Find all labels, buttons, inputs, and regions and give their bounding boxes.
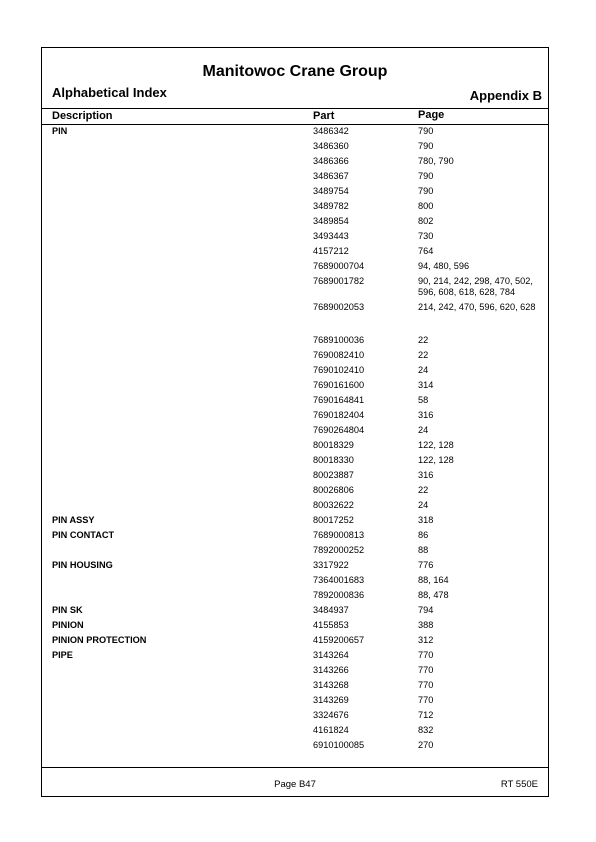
row-description: PIN SK xyxy=(52,605,83,615)
row-page-refs: 770 xyxy=(418,650,434,660)
row-part-number: 7364001683 xyxy=(313,575,365,585)
row-page-refs: 88, 164 xyxy=(418,575,449,585)
table-row xyxy=(42,530,548,545)
table-row xyxy=(42,515,548,530)
row-page-refs: 316 xyxy=(418,410,434,420)
row-page-refs: 22 xyxy=(418,335,429,345)
header-divider xyxy=(42,108,548,109)
row-page-refs: 24 xyxy=(418,365,429,375)
row-page-refs: 24 xyxy=(418,500,429,510)
table-row xyxy=(42,605,548,620)
table-row xyxy=(42,380,548,395)
row-part-number: 7892000836 xyxy=(313,590,365,600)
row-page-refs: 730 xyxy=(418,231,434,241)
row-page-refs: 270 xyxy=(418,740,434,750)
row-part-number: 3324676 xyxy=(313,710,349,720)
table-row xyxy=(42,455,548,470)
row-description: PIN xyxy=(52,126,68,136)
table-row xyxy=(42,470,548,485)
row-part-number: 3486360 xyxy=(313,141,349,151)
table-row xyxy=(42,302,548,335)
table-row xyxy=(42,545,548,560)
row-part-number: 3486367 xyxy=(313,171,349,181)
row-page-refs: 770 xyxy=(418,695,434,705)
row-part-number: 7690264804 xyxy=(313,425,365,435)
table-row xyxy=(42,126,548,141)
table-row xyxy=(42,231,548,246)
table-row xyxy=(42,201,548,216)
table-row xyxy=(42,560,548,575)
row-part-number: 3489782 xyxy=(313,201,349,211)
table-row xyxy=(42,141,548,156)
table-row xyxy=(42,590,548,605)
row-page-refs: 802 xyxy=(418,216,434,226)
row-page-refs: 312 xyxy=(418,635,434,645)
table-row xyxy=(42,276,548,302)
row-part-number: 3486342 xyxy=(313,126,349,136)
table-row xyxy=(42,395,548,410)
table-row xyxy=(42,710,548,725)
table-row xyxy=(42,156,548,171)
table-row xyxy=(42,246,548,261)
row-description: PINION PROTECTION xyxy=(52,635,147,645)
row-page-refs: 58 xyxy=(418,395,429,405)
row-page-refs: 790 xyxy=(418,126,434,136)
table-row xyxy=(42,650,548,665)
row-part-number: 3493443 xyxy=(313,231,349,241)
row-page-refs: 88, 478 xyxy=(418,590,449,600)
page-frame xyxy=(41,47,549,797)
row-description: PIPE xyxy=(52,650,73,660)
row-page-refs: 122, 128 xyxy=(418,455,454,465)
row-part-number: 7689001782 xyxy=(313,276,365,286)
row-part-number: 80017252 xyxy=(313,515,354,525)
row-page-refs: 790 xyxy=(418,141,434,151)
table-row xyxy=(42,485,548,500)
row-page-refs: 318 xyxy=(418,515,434,525)
table-row xyxy=(42,665,548,680)
row-part-number: 80018329 xyxy=(313,440,354,450)
row-part-number: 3143264 xyxy=(313,650,349,660)
row-page-refs: 22 xyxy=(418,485,429,495)
row-page-refs: 794 xyxy=(418,605,434,615)
row-description: PIN ASSY xyxy=(52,515,95,525)
row-part-number: 7690082410 xyxy=(313,350,365,360)
row-part-number: 3489854 xyxy=(313,216,349,226)
table-row xyxy=(42,740,548,755)
row-page-refs: 122, 128 xyxy=(418,440,454,450)
column-header-page: Page xyxy=(418,109,445,121)
row-part-number: 3143266 xyxy=(313,665,349,675)
row-page-refs: 388 xyxy=(418,620,434,630)
row-page-refs: 800 xyxy=(418,201,434,211)
company-title: Manitowoc Crane Group xyxy=(202,63,388,80)
row-part-number: 7892000252 xyxy=(313,545,365,555)
table-row xyxy=(42,680,548,695)
row-page-refs: 22 xyxy=(418,350,429,360)
table-row xyxy=(42,171,548,186)
row-part-number: 3317922 xyxy=(313,560,349,570)
row-page-refs: 88 xyxy=(418,545,429,555)
row-page-refs: 86 xyxy=(418,530,429,540)
row-part-number: 7690164841 xyxy=(313,395,365,405)
footer-divider xyxy=(42,767,548,768)
row-part-number: 4155853 xyxy=(313,620,349,630)
row-description: PINION xyxy=(52,620,84,630)
row-page-refs: 90, 214, 242, 298, 470, 502, 596, 608, 618, 628, 784 xyxy=(418,276,533,297)
row-part-number: 6910100085 xyxy=(313,740,365,750)
row-part-number: 3484937 xyxy=(313,605,349,615)
index-table xyxy=(42,126,548,755)
row-description: PIN CONTACT xyxy=(52,530,115,540)
table-row xyxy=(42,500,548,515)
row-part-number: 80032622 xyxy=(313,500,354,510)
row-part-number: 3143268 xyxy=(313,680,349,690)
table-row xyxy=(42,186,548,201)
table-row xyxy=(42,365,548,380)
row-page-refs: 832 xyxy=(418,725,434,735)
column-header-divider xyxy=(42,124,548,125)
row-page-refs: 316 xyxy=(418,470,434,480)
row-page-refs: 770 xyxy=(418,680,434,690)
table-row xyxy=(42,350,548,365)
row-part-number: 4159200657 xyxy=(313,635,365,645)
row-page-refs: 764 xyxy=(418,246,434,256)
table-row xyxy=(42,425,548,440)
row-page-refs: 790 xyxy=(418,171,434,181)
row-part-number: 7689000813 xyxy=(313,530,365,540)
row-page-refs: 314 xyxy=(418,380,434,390)
table-row xyxy=(42,635,548,650)
row-part-number: 7689000704 xyxy=(313,261,365,271)
row-part-number: 7690182404 xyxy=(313,410,365,420)
table-row xyxy=(42,335,548,350)
column-header-part: Part xyxy=(313,110,335,122)
table-row xyxy=(42,695,548,710)
row-page-refs: 24 xyxy=(418,425,429,435)
footer-page-number: Page B47 xyxy=(274,779,316,790)
row-part-number: 7689002053 xyxy=(313,302,365,312)
footer-model: RT 550E xyxy=(500,779,538,790)
row-page-refs: 780, 790 xyxy=(418,156,454,166)
row-page-refs: 214, 242, 470, 596, 620, 628 xyxy=(418,302,536,312)
row-part-number: 80023887 xyxy=(313,470,354,480)
row-page-refs: 712 xyxy=(418,710,434,720)
row-page-refs: 770 xyxy=(418,665,434,675)
row-part-number: 4161824 xyxy=(313,725,349,735)
table-row xyxy=(42,440,548,455)
row-part-number: 7690161600 xyxy=(313,380,365,390)
row-page-refs: 776 xyxy=(418,560,434,570)
row-part-number: 3489754 xyxy=(313,186,349,196)
row-part-number: 80026806 xyxy=(313,485,354,495)
row-part-number: 3486366 xyxy=(313,156,349,166)
row-page-refs: 790 xyxy=(418,186,434,196)
index-title: Alphabetical Index xyxy=(52,85,167,100)
table-row xyxy=(42,620,548,635)
row-part-number: 4157212 xyxy=(313,246,349,256)
appendix-label: Appendix B xyxy=(469,88,542,103)
table-row xyxy=(42,575,548,590)
table-row xyxy=(42,725,548,740)
table-row xyxy=(42,216,548,231)
table-row xyxy=(42,410,548,425)
column-header-description: Description xyxy=(52,110,113,122)
row-part-number: 7689100036 xyxy=(313,335,365,345)
table-row xyxy=(42,261,548,276)
row-part-number: 80018330 xyxy=(313,455,354,465)
row-description: PIN HOUSING xyxy=(52,560,113,570)
row-part-number: 7690102410 xyxy=(313,365,365,375)
row-part-number: 3143269 xyxy=(313,695,349,705)
row-page-refs: 94, 480, 596 xyxy=(418,261,470,271)
